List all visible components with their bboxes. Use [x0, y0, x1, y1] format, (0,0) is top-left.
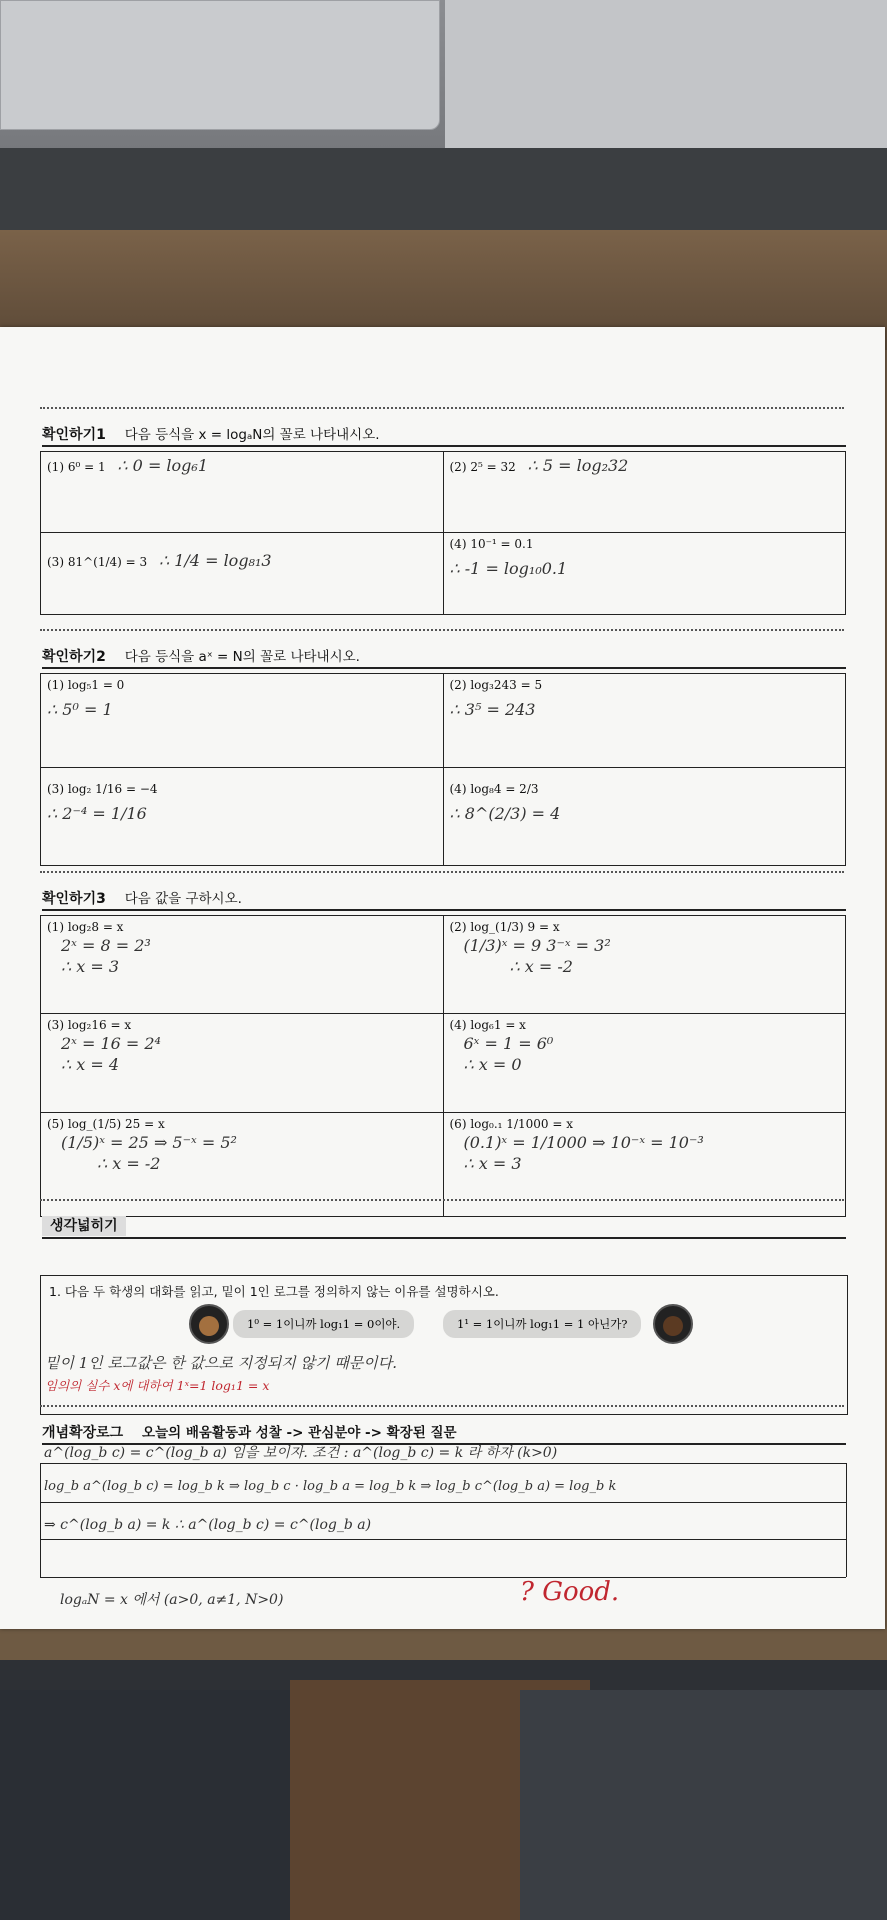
red-note: 임의의 실수 x에 대하여 1ˣ=1 log₁1 = x: [45, 1378, 270, 1393]
problem-text: (2) log₃243 = 5: [449, 678, 543, 692]
problem-text: (6) log₀.₁ 1/1000 = x: [449, 1117, 573, 1131]
section2-table: [40, 673, 846, 866]
problem-text: (4) log₈4 = 2/3: [449, 782, 539, 796]
section3-table: [40, 915, 846, 1217]
section3-cell-3: [41, 1014, 444, 1113]
handwritten-answer: 밑이 1인 로그값은 한 값으로 지정되지 않기 때문이다.: [45, 1354, 397, 1372]
problem-text: (3) log₂ 1/16 = −4: [47, 782, 158, 796]
handwritten-line: (1/3)ˣ = 9 3⁻ˣ = 3²: [463, 936, 611, 955]
handwritten-line: (0.1)ˣ = 1/1000 ⇒ 10⁻ˣ = 10⁻³: [463, 1133, 704, 1152]
section4-title: 생각넓히기: [42, 1216, 126, 1236]
speech-bubble-right: [443, 1310, 641, 1338]
handwritten-line: 2ˣ = 16 = 2⁴: [61, 1034, 161, 1053]
section3-title: 확인하기3: [42, 891, 106, 907]
handwritten-line: ∴ x = 0: [463, 1055, 522, 1074]
handwritten-line: ∴ x = -2: [509, 957, 573, 976]
worksheet-paper: [0, 327, 885, 1629]
section4-header: [42, 1215, 842, 1239]
red-mark: ? Good.: [520, 1577, 620, 1607]
handwritten-line: ∴ x = 4: [61, 1055, 120, 1074]
section3-header: [42, 887, 842, 911]
section1-cell-3: [41, 533, 444, 615]
jeans-leg-right: [520, 1690, 887, 1920]
handwritten-line: ∴ x = 3: [463, 1154, 522, 1173]
section2-instruction: 다음 등식을 aˣ = N의 꼴로 나타내시오.: [124, 649, 360, 665]
handwritten-line: ∴ x = 3: [61, 957, 120, 976]
handwritten-line-4: logₐN = x 에서 (a>0, a≠1, N>0): [60, 1592, 284, 1608]
bubble-left-text: 1⁰ = 1이니까 log₁1 = 0이야.: [233, 1310, 414, 1338]
ruled-border-right: [846, 1463, 847, 1577]
section4-question: 1. 다음 두 학생의 대화를 읽고, 밑이 1인 로그를 정의하지 않는 이유를 설명하시오.: [49, 1284, 499, 1299]
speech-bubble-left: [233, 1310, 414, 1338]
problem-text: (3) 81^(1/4) = 3: [47, 555, 148, 569]
ruled-line: [40, 1463, 846, 1464]
ruled-border-left: [40, 1463, 41, 1577]
handwritten-line: 6ˣ = 1 = 6⁰: [463, 1034, 554, 1053]
problem-text: (5) log_(1/5) 25 = x: [47, 1117, 165, 1131]
student-right-avatar: [653, 1304, 693, 1344]
handwritten-line-1: a^(log_b c) = c^(log_b a) 임을 보이자. 조건 : a^(log_b c) = k 라 하자 (k>0): [44, 1445, 558, 1461]
problem-text: (2) log_(1/3) 9 = x: [449, 920, 560, 934]
handwritten-answer: ∴ -1 = log₁₀0.1: [449, 559, 568, 578]
problem-text: (1) 6⁰ = 1: [47, 460, 106, 474]
problem-text: (3) log₂16 = x: [47, 1018, 132, 1032]
section3-instruction: 다음 값을 구하시오.: [124, 891, 242, 907]
problem-text: (2) 2⁵ = 32: [449, 460, 516, 474]
section5-subtitle: 오늘의 배움활동과 성찰 -> 관심분야 -> 확장된 질문: [142, 1425, 457, 1441]
handwritten-line-2: log_b a^(log_b c) = log_b k ⇒ log_b c · log_b a = log_b k ⇒ log_b c^(log_b a) = log_b k: [44, 1479, 617, 1494]
problem-text: (4) 10⁻¹ = 0.1: [449, 537, 534, 551]
section1-cell-2: [443, 452, 846, 533]
section2-header: [42, 645, 842, 669]
problem-text: (1) log₅1 = 0: [47, 678, 125, 692]
bubble-right-text: 1¹ = 1이니까 log₁1 = 1 아닌가?: [443, 1310, 641, 1338]
section2-cell-4: [443, 768, 846, 866]
section3-cell-2: [443, 916, 846, 1014]
section1-cell-4: [443, 533, 846, 615]
laptop-touchpad: [0, 0, 440, 130]
section3-cell-4: [443, 1014, 846, 1113]
section1-header: [42, 423, 842, 447]
section2-cell-3: [41, 768, 444, 866]
handwritten-answer: ∴ 1/4 = log₈₁3: [158, 551, 272, 570]
ruled-line: [40, 1539, 846, 1540]
problem-text: (1) log₂8 = x: [47, 920, 124, 934]
laptop-keys: [445, 0, 887, 165]
section4-box: [40, 1275, 848, 1415]
handwritten-answer: ∴ 5⁰ = 1: [47, 700, 113, 719]
ruled-line: [40, 1502, 846, 1503]
handwritten-answer: ∴ 0 = log₆1: [117, 456, 209, 475]
section5-title: 개념확장로그: [42, 1425, 124, 1441]
handwritten-answer: ∴ 8^(2/3) = 4: [449, 804, 561, 823]
handwritten-answer: ∴ 2⁻⁴ = 1/16: [47, 804, 147, 823]
section1-instruction: 다음 등식을 x = logₐN의 꼴로 나타내시오.: [124, 427, 380, 443]
student-left-avatar: [189, 1304, 229, 1344]
handwritten-answer: ∴ 5 = log₂32: [527, 456, 629, 475]
problem-text: (4) log₆1 = x: [449, 1018, 526, 1032]
handwritten-line: ∴ x = -2: [97, 1154, 161, 1173]
section1-title: 확인하기1: [42, 427, 106, 443]
section2-title: 확인하기2: [42, 649, 106, 665]
section2-cell-2: [443, 674, 846, 768]
ruled-line: [40, 1577, 846, 1578]
handwritten-line-3: ⇒ c^(log_b a) = k ∴ a^(log_b c) = c^(log_b a): [44, 1517, 372, 1533]
handwritten-answer: ∴ 3⁵ = 243: [449, 700, 536, 719]
section1-table: [40, 451, 846, 615]
section2-cell-1: [41, 674, 444, 768]
section1-cell-1: [41, 452, 444, 533]
background-floor: [0, 1660, 887, 1920]
handwritten-line: (1/5)ˣ = 25 ⇒ 5⁻ˣ = 5²: [61, 1133, 237, 1152]
handwritten-line: 2ˣ = 8 = 2³: [61, 936, 151, 955]
section3-cell-1: [41, 916, 444, 1014]
